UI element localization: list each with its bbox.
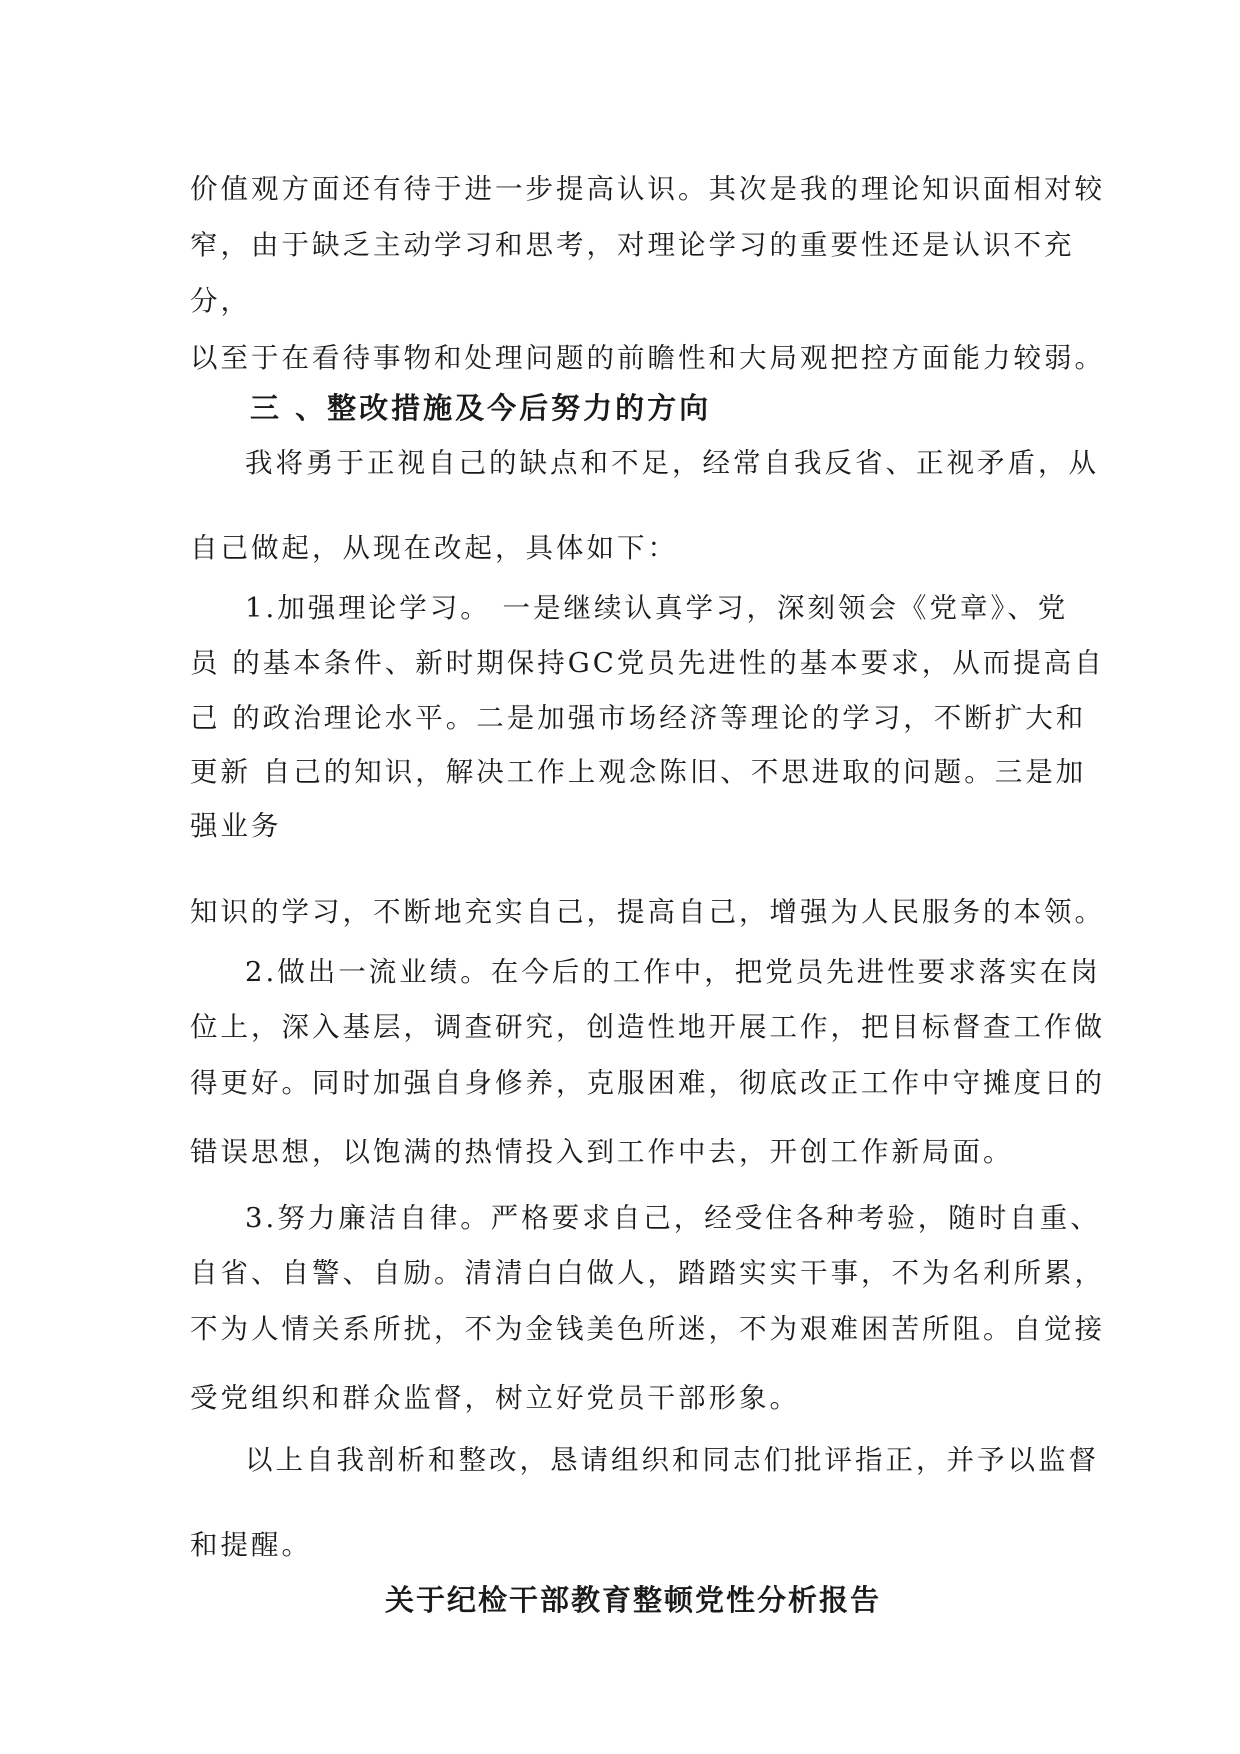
body-line: 不为人情关系所扰，不为金钱美色所迷，不为艰难困苦所阻。自觉接 bbox=[190, 1313, 1105, 1345]
body-line: 错误思想，以饱满的热情投入到工作中去，开创工作新局面。 bbox=[190, 1136, 1014, 1168]
body-line: 受党组织和群众监督，树立好党员干部形象。 bbox=[190, 1382, 800, 1414]
body-line: 己 的政治理论水平。二是加强市场经济等理论的学习，不断扩大和 bbox=[190, 702, 1087, 734]
body-line: 窄，由于缺乏主动学习和思考，对理论学习的重要性还是认识不充 bbox=[190, 229, 1075, 261]
body-line: 自省、自警、自励。清清白白做人，踏踏实实干事，不为名利所累， bbox=[190, 1257, 1105, 1289]
report-title: 关于纪检干部教育整顿党性分析报告 bbox=[385, 1583, 882, 1617]
section-heading: 三 、整改措施及今后努力的方向 bbox=[250, 391, 712, 425]
body-line: 以至于在看待事物和处理问题的前瞻性和大局观把控方面能力较弱。 bbox=[190, 342, 1105, 374]
body-line: 位上，深入基层，调查研究，创造性地开展工作，把目标督查工作做 bbox=[190, 1011, 1105, 1043]
body-line: 和提醒。 bbox=[190, 1529, 312, 1561]
body-line: 我将勇于正视自己的缺点和不足，经常自我反省、正视矛盾，从 bbox=[245, 447, 1099, 479]
body-line: 1.加强理论学习。 一是继续认真学习，深刻领会《党章》、党 bbox=[245, 592, 1069, 624]
body-line: 价值观方面还有待于进一步提高认识。其次是我的理论知识面相对较 bbox=[190, 173, 1105, 205]
body-line: 更新 自己的知识，解决工作上观念陈旧、不思进取的问题。三是加 bbox=[190, 756, 1087, 788]
body-line: 知识的学习，不断地充实自己，提高自己，增强为人民服务的本领。 bbox=[190, 896, 1105, 928]
body-line: 2.做出一流业绩。在今后的工作中，把党员先进性要求落实在岗 bbox=[245, 956, 1101, 988]
body-line: 员 的基本条件、新时期保持GC党员先进性的基本要求，从而提高自 bbox=[190, 647, 1105, 679]
body-line: 自己做起，从现在改起，具体如下： bbox=[190, 532, 678, 564]
body-line: 分， bbox=[190, 285, 251, 317]
body-line: 3.努力廉洁自律。严格要求自己，经受住各种考验，随时自重、 bbox=[245, 1202, 1101, 1234]
body-line: 得更好。同时加强自身修养，克服困难，彻底改正工作中守摊度日的 bbox=[190, 1067, 1105, 1099]
body-line: 以上自我剖析和整改，恳请组织和同志们批评指正，并予以监督 bbox=[245, 1444, 1099, 1476]
body-line: 强业务 bbox=[190, 810, 282, 842]
